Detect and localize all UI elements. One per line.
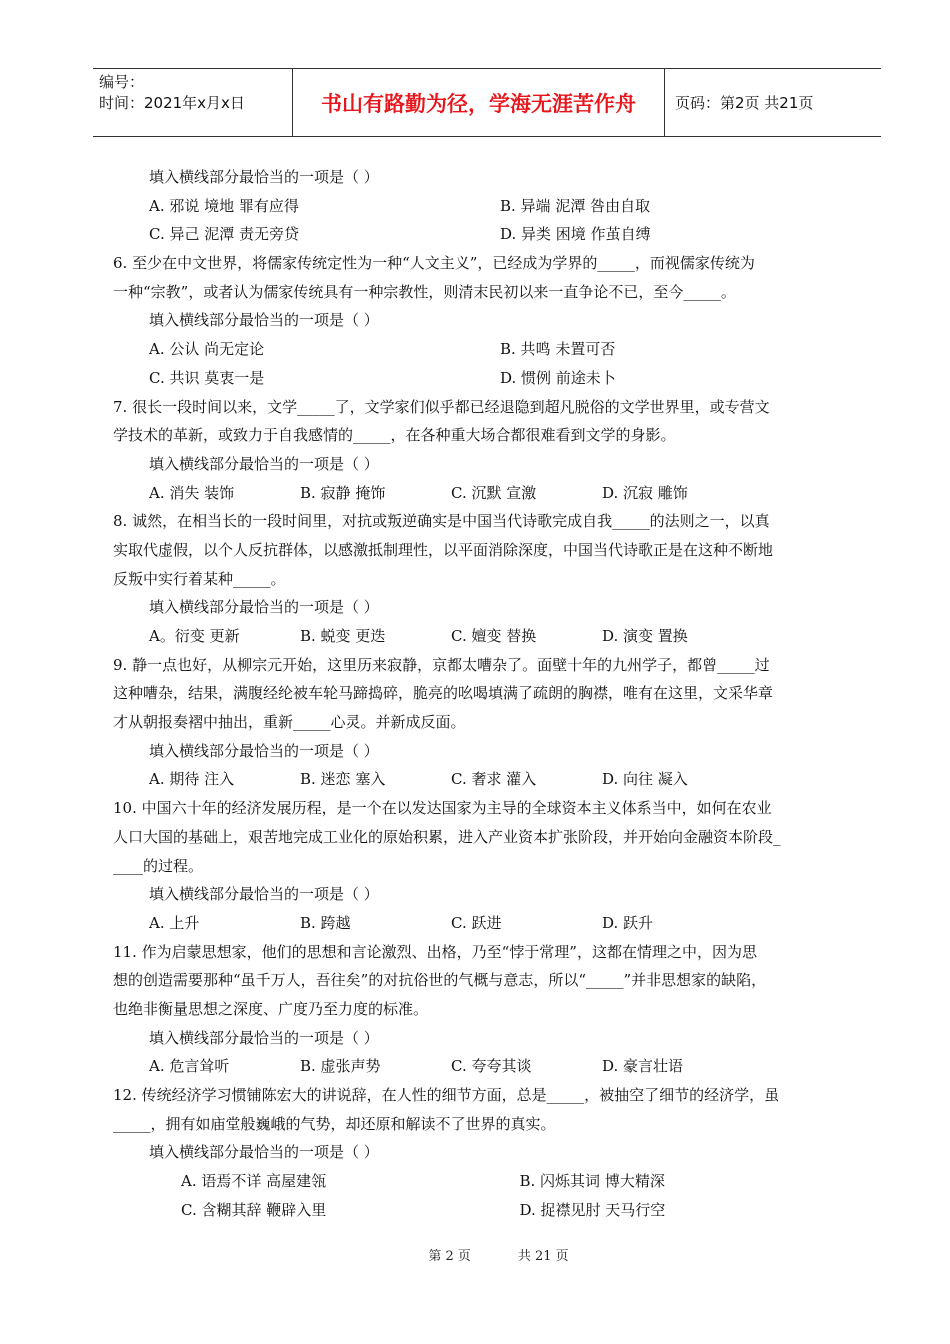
prompt-line: 填入横线部分最恰当的一项是（ ） bbox=[149, 168, 379, 186]
option: B. 闪烁其词 博大精深 bbox=[519, 1172, 665, 1191]
option: B. 共鸣 未置可否 bbox=[500, 340, 616, 359]
question-text: 人口大国的基础上，艰苦地完成工业化的原始积累，进入产业资本扩张阶段，并开始向金融资本阶段_ bbox=[113, 827, 781, 846]
option: D. 惯例 前途未卜 bbox=[500, 368, 616, 387]
option: A. 期待 注入 bbox=[149, 770, 235, 789]
question-text: 10. 中国六十年的经济发展历程，是一个在以发达国家为主导的全球资本主义体系当中，如何在农业 bbox=[113, 799, 772, 818]
footer-page: 第 2 页 bbox=[428, 1249, 471, 1264]
option: C. 含糊其辞 鞭辟入里 bbox=[181, 1200, 327, 1219]
question-text: 一种“宗教”，或者认为儒家传统具有一种宗教性，则清末民初以来一直争论不已，至今_____。 bbox=[113, 282, 736, 301]
options-row bbox=[113, 192, 858, 221]
question-text: 才从朝报奏褶中抽出，重新_____心灵。并新成反面。 bbox=[113, 713, 466, 732]
prompt-line: 填入横线部分最恰当的一项是（ ） bbox=[149, 454, 379, 473]
option: C. 奢求 灌入 bbox=[451, 770, 537, 789]
option: C. 夸夸其谈 bbox=[451, 1057, 532, 1076]
option: A. 公认 尚无定论 bbox=[149, 340, 265, 359]
option: B. 蜕变 更迭 bbox=[300, 627, 386, 645]
option: B. 虚张声势 bbox=[300, 1057, 381, 1076]
options-row bbox=[113, 220, 858, 249]
prompt-line: 填入横线部分最恰当的一项是（ ） bbox=[149, 885, 379, 904]
option: D. 沉寂 雕饰 bbox=[602, 483, 688, 502]
question-text: 6. 至少在中文世界，将儒家传统定性为一种“人文主义”，已经成为学界的_____，而视儒家传统为 bbox=[113, 254, 755, 273]
option: A. 危言耸听 bbox=[149, 1057, 230, 1076]
options-row bbox=[113, 335, 858, 364]
option: C. 跃进 bbox=[451, 913, 502, 932]
options-row bbox=[113, 364, 858, 393]
prompt-line: 填入横线部分最恰当的一项是（ ） bbox=[149, 311, 379, 330]
option: C. 沉默 宣激 bbox=[451, 483, 537, 502]
option: D. 豪言壮语 bbox=[602, 1057, 684, 1076]
option: A. 消失 装饰 bbox=[149, 483, 235, 502]
option: D. 演变 置换 bbox=[602, 627, 688, 645]
question-text: 也绝非衡量思想之深度、广度乃至力度的标准。 bbox=[113, 999, 429, 1018]
question-text: 8. 诚然，在相当长的一段时间里，对抗或叛逆确实是中国当代诗歌完成自我_____的法则之一，以真 bbox=[113, 512, 770, 531]
option: A. 邪说 境地 罪有应得 bbox=[149, 196, 299, 215]
options-row bbox=[113, 1196, 858, 1225]
options-row bbox=[113, 622, 858, 651]
footer-total: 共 21 页 bbox=[517, 1249, 569, 1264]
prompt-line: 填入横线部分最恰当的一项是（ ） bbox=[149, 1143, 379, 1162]
options-row bbox=[113, 765, 858, 794]
option: B. 迷恋 塞入 bbox=[300, 770, 386, 789]
question-text: 12. 传统经济学习惯铺陈宏大的讲说辞，在人性的细节方面，总是_____，被抽空了细节的经济学，虽 bbox=[113, 1086, 780, 1104]
option: B. 寂静 掩饰 bbox=[300, 483, 386, 502]
option: C. 异己 泥潭 责无旁贷 bbox=[149, 225, 300, 244]
option: C. 嬗变 替换 bbox=[451, 627, 537, 645]
question-text: ____的过程。 bbox=[113, 856, 204, 875]
options-row bbox=[113, 909, 858, 938]
question-text: 这种嘈杂，结果，满腹经纶被车轮马蹄捣碎，脆亮的吆喝填满了疏朗的胸襟，唯有在这里，文采华章 bbox=[113, 684, 774, 703]
question-text: _____，拥有如庙堂般巍峨的气势，却还原和解读不了世界的真实。 bbox=[113, 1114, 556, 1133]
option: D. 异类 困境 作茧自缚 bbox=[500, 225, 651, 244]
option: C. 共识 莫衷一是 bbox=[149, 368, 265, 387]
question-text: 想的创造需要那种“虽千万人，吾往矣”的对抗俗世的气概与意志，所以“_____”并非思想家的缺陷， bbox=[113, 971, 767, 990]
question-text: 实取代虚假，以个人反抗群体，以感激抵制理性，以平面消除深度，中国当代诗歌正是在这种不断地 bbox=[113, 540, 774, 559]
page-footer bbox=[0, 1245, 950, 1264]
question-text: 学技术的革新，或致力于自我感情的_____，在各种重大场合都很难看到文学的身影。 bbox=[113, 426, 676, 445]
header-page-label: 页码：第2页 共21页 bbox=[675, 94, 814, 112]
option: D. 跃升 bbox=[602, 913, 654, 932]
option: D. 捉襟见肘 天马行空 bbox=[519, 1200, 666, 1219]
question-text: 11. 作为启蒙思想家，他们的思想和言论激烈、出格，乃至“悖于常理”，这都在情理之中，因为思 bbox=[113, 942, 757, 961]
header-motto: 书山有路勤为径，学海无涯苦作舟 bbox=[293, 69, 665, 136]
number-label: 编号： bbox=[99, 73, 145, 91]
prompt-line: 填入横线部分最恰当的一项是（ ） bbox=[149, 741, 379, 760]
options-row bbox=[113, 1052, 858, 1081]
options-row bbox=[113, 1167, 858, 1196]
time-label: 时间：2021年x月x日 bbox=[99, 94, 245, 112]
option: B. 跨越 bbox=[300, 913, 351, 932]
option: D. 向往 凝入 bbox=[602, 770, 688, 789]
prompt-line: 填入横线部分最恰当的一项是（ ） bbox=[149, 1028, 379, 1047]
question-text: 7. 很长一段时间以来，文学_____了，文学家们似乎都已经退隐到超凡脱俗的文学世界里，或专营文 bbox=[113, 397, 770, 416]
prompt-line: 填入横线部分最恰当的一项是（ ） bbox=[149, 598, 379, 617]
page-header bbox=[93, 68, 881, 137]
header-meta bbox=[93, 69, 293, 136]
options-row bbox=[113, 479, 858, 508]
question-text: 反叛中实行着某种_____。 bbox=[113, 569, 286, 588]
option: A. 上升 bbox=[149, 913, 200, 932]
option: B. 异端 泥潭 咎由自取 bbox=[500, 196, 651, 215]
question-text: 9. 静一点也好，从柳宗元开始，这里历来寂静，京都太嘈杂了。面壁十年的九州学子，都曾_____过 bbox=[113, 655, 770, 674]
document-body bbox=[113, 163, 858, 1224]
option: A. 语焉不详 高屋建瓴 bbox=[181, 1172, 327, 1191]
option: A。衍变 更新 bbox=[149, 627, 240, 645]
